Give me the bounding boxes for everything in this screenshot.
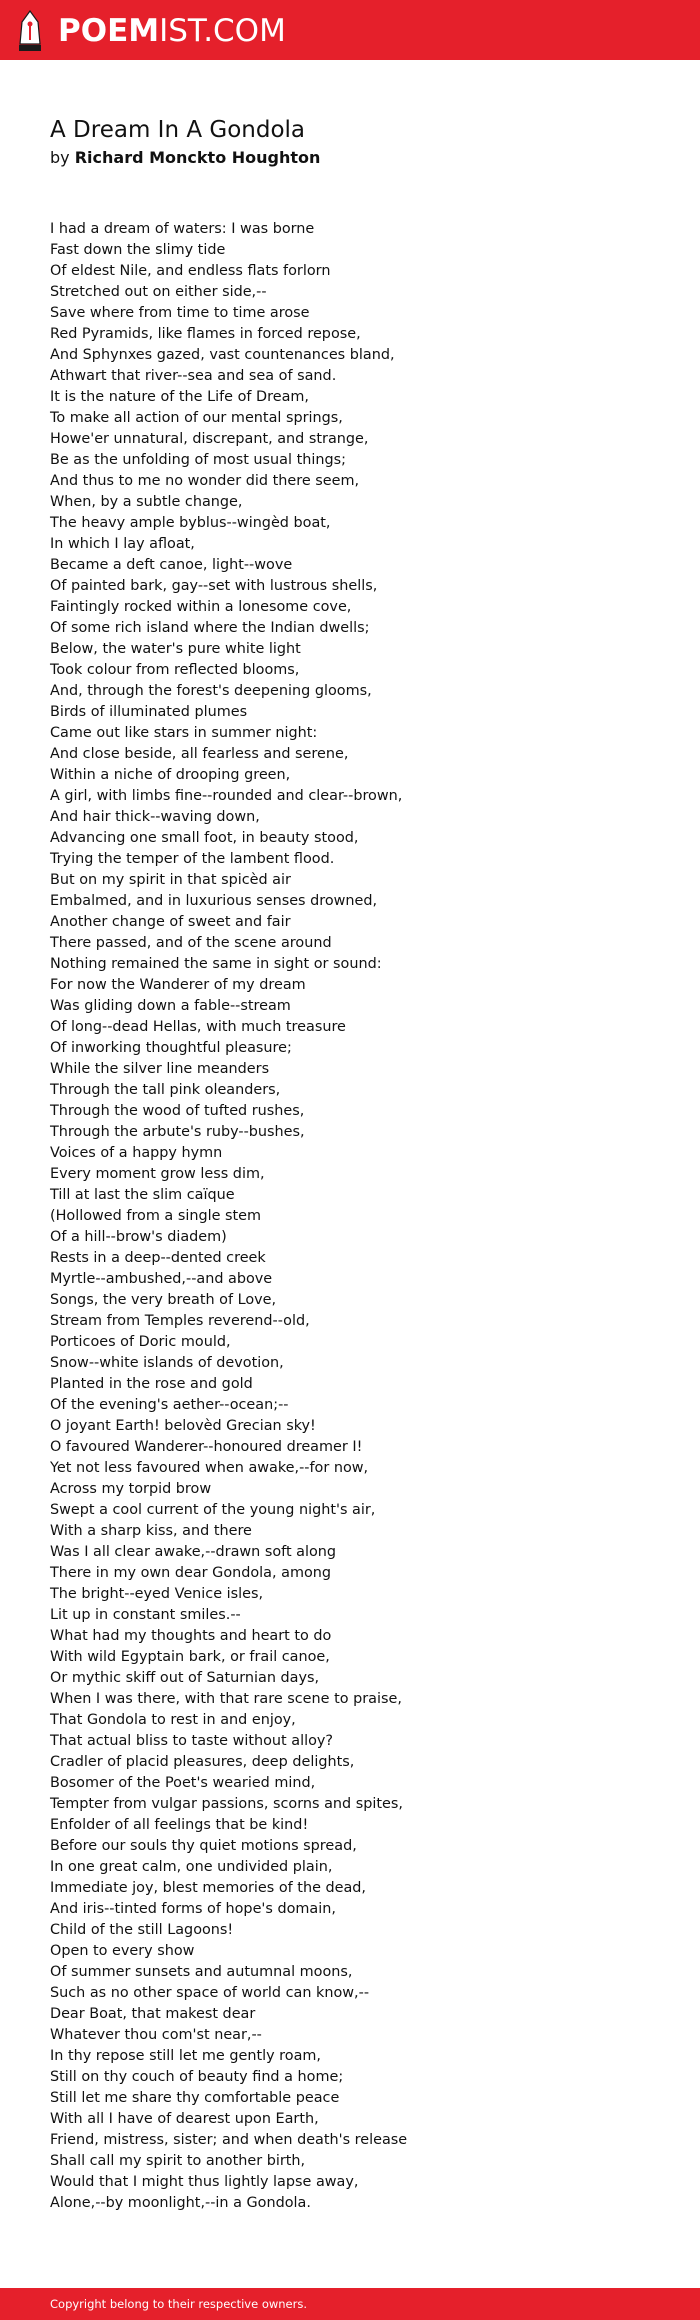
poem-line: Fast down the slimy tide	[50, 242, 226, 258]
poem-line: And Sphynxes gazed, vast countenances bland,	[50, 347, 395, 363]
by-label: by	[50, 148, 70, 167]
poem-byline	[50, 147, 670, 169]
poem-line: Across my torpid brow	[50, 1481, 212, 1497]
poem-line: Came out like stars in summer night:	[50, 725, 318, 741]
poem-line: Or mythic skiff out of Saturnian days,	[50, 1670, 320, 1686]
poem-line: Snow--white islands of devotion,	[50, 1355, 284, 1371]
poem-line: But on my spirit in that spicèd air	[50, 872, 291, 888]
poem-line: Athwart that river--sea and sea of sand.	[50, 368, 337, 384]
poem-heading	[50, 115, 670, 169]
poem-line: Cradler of placid pleasures, deep delights,	[50, 1754, 355, 1770]
logo-text-bold: POEM	[58, 13, 160, 49]
poem-line: Embalmed, and in luxurious senses drowned,	[50, 893, 378, 909]
poem-line: There in my own dear Gondola, among	[50, 1565, 332, 1581]
poem-line: Became a deft canoe, light--wove	[50, 557, 293, 573]
poem-line: And thus to me no wonder did there seem,	[50, 473, 360, 489]
poem-line: Still on thy couch of beauty find a home;	[50, 2069, 344, 2085]
poem-line: Of some rich island where the Indian dwells;	[50, 620, 370, 636]
site-header	[0, 0, 700, 60]
poem-line: Swept a cool current of the young night's air,	[50, 1502, 376, 1518]
poem-line: Howe'er unnatural, discrepant, and strange,	[50, 431, 369, 447]
poem-line: Through the wood of tufted rushes,	[50, 1103, 305, 1119]
poem-line: Through the arbute's ruby--bushes,	[50, 1124, 305, 1140]
poem-line: Dear Boat, that makest dear	[50, 2006, 256, 2022]
poem-line: Of the evening's aether--ocean;--	[50, 1397, 289, 1413]
poem-line: Was I all clear awake,--drawn soft along	[50, 1544, 337, 1560]
poem-line: Porticoes of Doric mould,	[50, 1334, 231, 1350]
poem-line: Of inworking thoughtful pleasure;	[50, 1040, 292, 1056]
poem-line: With all I have of dearest upon Earth,	[50, 2111, 319, 2127]
poem-line: Of a hill--brow's diadem)	[50, 1229, 227, 1245]
poem-line: A girl, with limbs fine--rounded and clear--brown,	[50, 788, 403, 804]
poem-body	[50, 219, 670, 2214]
poem-line: Stream from Temples reverend--old,	[50, 1313, 310, 1329]
poem-line: Friend, mistress, sister; and when death's release	[50, 2132, 408, 2148]
poem-line: Another change of sweet and fair	[50, 914, 291, 930]
poem-line: Whatever thou com'st near,--	[50, 2027, 262, 2043]
poem-line: Of long--dead Hellas, with much treasure	[50, 1019, 346, 1035]
poem-line: Myrtle--ambushed,--and above	[50, 1271, 273, 1287]
poem-line: With a sharp kiss, and there	[50, 1523, 252, 1539]
poem-line: When I was there, with that rare scene to praise,	[50, 1691, 402, 1707]
poem-line: Till at last the slim caïque	[50, 1187, 235, 1203]
logo-text	[58, 10, 286, 52]
poem-line: Planted in the rose and gold	[50, 1376, 253, 1392]
poem-line: Would that I might thus lightly lapse away,	[50, 2174, 359, 2190]
poem-line: And hair thick--waving down,	[50, 809, 260, 825]
poem-line: Faintingly rocked within a lonesome cove,	[50, 599, 352, 615]
poem-line: Advancing one small foot, in beauty stood,	[50, 830, 359, 846]
poem-line: Of painted bark, gay--set with lustrous shells,	[50, 578, 378, 594]
poem-line: Tempter from vulgar passions, scorns and spites,	[50, 1796, 403, 1812]
poem-line: What had my thoughts and heart to do	[50, 1628, 332, 1644]
pen-nib-icon	[16, 10, 44, 52]
poem-line: Trying the temper of the lambent flood.	[50, 851, 335, 867]
poem-line: Bosomer of the Poet's wearied mind,	[50, 1775, 316, 1791]
poem-line: Was gliding down a fable--stream	[50, 998, 291, 1014]
poem-line: Immediate joy, blest memories of the dead,	[50, 1880, 367, 1896]
poem-line: Within a niche of drooping green,	[50, 767, 291, 783]
poem-line: Lit up in constant smiles.--	[50, 1607, 241, 1623]
poem-line: Birds of illuminated plumes	[50, 704, 248, 720]
poem-line: Alone,--by moonlight,--in a Gondola.	[50, 2195, 311, 2211]
poem-line: It is the nature of the Life of Dream,	[50, 389, 309, 405]
poem-line: Still let me share thy comfortable peace	[50, 2090, 340, 2106]
poem-line: Be as the unfolding of most usual things;	[50, 452, 346, 468]
poem-author[interactable]: Richard Monckto Houghton	[74, 148, 321, 167]
poem-line: In which I lay afloat,	[50, 536, 195, 552]
poem-line: Below, the water's pure white light	[50, 641, 301, 657]
poem-title: A Dream In A Gondola	[50, 117, 306, 143]
poem-line: Before our souls thy quiet motions spread,	[50, 1838, 357, 1854]
logo-text-light: IST.COM	[159, 13, 286, 49]
poem-line: (Hollowed from a single stem	[50, 1208, 262, 1224]
poem-line: Of summer sunsets and autumnal moons,	[50, 1964, 353, 1980]
site-footer	[0, 2288, 700, 2320]
site-logo[interactable]	[16, 10, 286, 52]
poem-line: O favoured Wanderer--honoured dreamer I!	[50, 1439, 363, 1455]
poem-line: And iris--tinted forms of hope's domain,	[50, 1901, 336, 1917]
poem-line: Nothing remained the same in sight or sound:	[50, 956, 382, 972]
poem-line: O joyant Earth! belovèd Grecian sky!	[50, 1418, 316, 1434]
poem-line: Shall call my spirit to another birth,	[50, 2153, 306, 2169]
poem-line: And, through the forest's deepening glooms,	[50, 683, 372, 699]
poem-line: Songs, the very breath of Love,	[50, 1292, 277, 1308]
poem-line: Save where from time to time arose	[50, 305, 310, 321]
poem-line: Stretched out on either side,--	[50, 284, 267, 300]
poem-line: In one great calm, one undivided plain,	[50, 1859, 333, 1875]
poem-line: Rests in a deep--dented creek	[50, 1250, 266, 1266]
poem-line: That actual bliss to taste without alloy?	[50, 1733, 334, 1749]
poem-line: The heavy ample byblus--wingèd boat,	[50, 515, 331, 531]
poem-line: For now the Wanderer of my dream	[50, 977, 306, 993]
poem-line: To make all action of our mental springs,	[50, 410, 343, 426]
poem-line: I had a dream of waters: I was borne	[50, 221, 315, 237]
poem-line: In thy repose still let me gently roam,	[50, 2048, 321, 2064]
poem-line: When, by a subtle change,	[50, 494, 243, 510]
poem-line: Open to every show	[50, 1943, 195, 1959]
poem-line: Took colour from reflected blooms,	[50, 662, 300, 678]
poem-line: Red Pyramids, like flames in forced repose,	[50, 326, 361, 342]
poem-line: Child of the still Lagoons!	[50, 1922, 234, 1938]
poem-line: Enfolder of all feelings that be kind!	[50, 1817, 309, 1833]
poem-line: Every moment grow less dim,	[50, 1166, 265, 1182]
poem-line: With wild Egyptain bark, or frail canoe,	[50, 1649, 330, 1665]
poem-line: Of eldest Nile, and endless flats forlorn	[50, 263, 331, 279]
poem-line: And close beside, all fearless and serene,	[50, 746, 349, 762]
poem-line: Voices of a happy hymn	[50, 1145, 223, 1161]
poem-line: Yet not less favoured when awake,--for now,	[50, 1460, 369, 1476]
poem-line: While the silver line meanders	[50, 1061, 270, 1077]
poem-line: Such as no other space of world can know,--	[50, 1985, 370, 2001]
poem-line: Through the tall pink oleanders,	[50, 1082, 281, 1098]
poem-line: There passed, and of the scene around	[50, 935, 332, 951]
poem-line: That Gondola to rest in and enjoy,	[50, 1712, 296, 1728]
footer-copyright: Copyright belong to their respective owners.	[50, 2297, 308, 2311]
poem-line: The bright--eyed Venice isles,	[50, 1586, 264, 1602]
